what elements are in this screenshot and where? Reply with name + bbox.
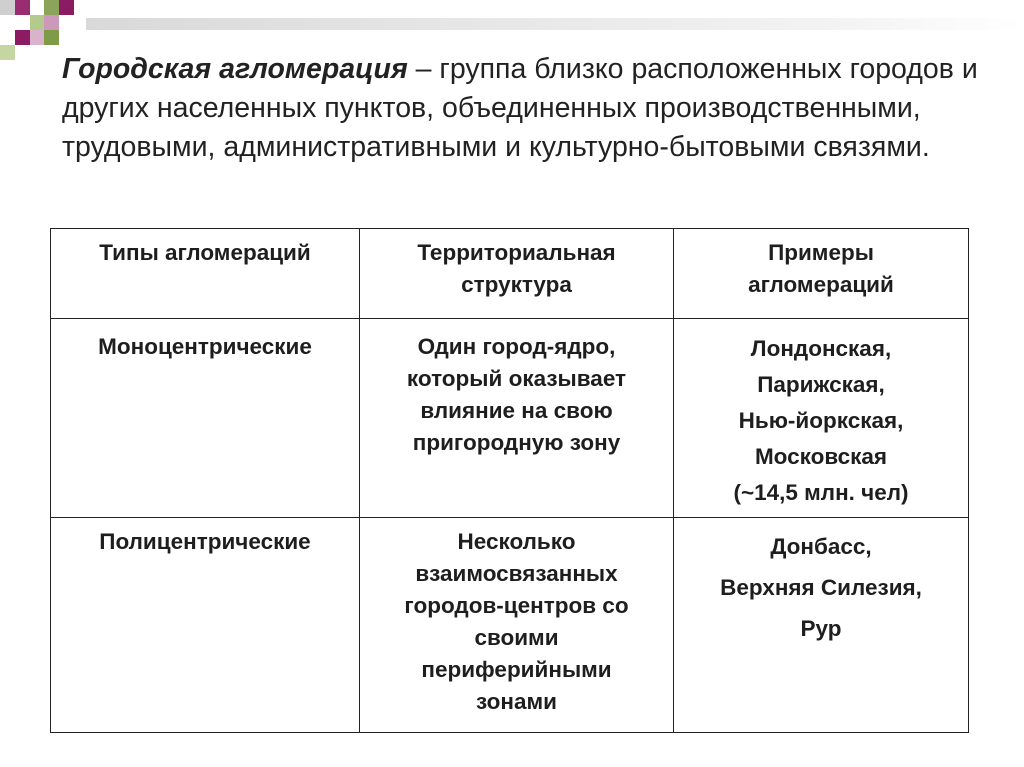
cell-structure [360, 518, 674, 733]
table-row [51, 518, 969, 733]
example-item: (~14,5 млн. чел) [733, 480, 909, 505]
deco-square-gray [0, 0, 15, 15]
example-item: Верхняя Силезия, [720, 575, 922, 600]
deco-square-light-purple [44, 15, 59, 30]
deco-square-light-green [0, 45, 15, 60]
header-examples-text: Примеры агломераций [748, 240, 894, 297]
example-item: Лондонская, [750, 336, 892, 361]
deco-gradient-bar [86, 18, 1024, 30]
structure-text: Один город-ядро, который оказывает влияние на свою пригородную зону [406, 334, 627, 455]
example-item: Парижская, [757, 372, 885, 397]
example-item: Рур [800, 616, 842, 641]
definition-term: Городская агломерация [62, 53, 408, 85]
example-item: Нью-йоркская, [738, 408, 904, 433]
cell-structure [360, 319, 674, 518]
deco-square-green [44, 0, 59, 15]
deco-square-purple [59, 0, 74, 15]
cell-examples [674, 319, 969, 518]
cell-examples [674, 518, 969, 733]
structure-text: Несколько взаимосвязанных городов-центров со своими периферийными зонами [404, 529, 629, 714]
header-cell-types: Типы агломераций [51, 229, 360, 319]
example-item: Донбасс, [770, 534, 872, 559]
deco-square-green [44, 30, 59, 45]
deco-square-light-purple [30, 30, 45, 45]
definition-paragraph [62, 50, 982, 167]
deco-square-light-green [30, 15, 45, 30]
table-row [51, 319, 969, 518]
deco-square-purple [15, 0, 30, 15]
cell-type: Моноцентрические [51, 319, 360, 518]
definition-text: – группа близко расположенных городов и других населенных пунктов, объединенных производственными, трудовыми, административными и культурно-бытовыми связями. [62, 53, 978, 163]
header-cell-structure [360, 229, 674, 319]
table-header-row [51, 229, 969, 319]
header-structure-text: Территориальная структура [417, 240, 616, 297]
agglomeration-table [50, 228, 969, 733]
deco-square-purple [15, 30, 30, 45]
header-cell-examples [674, 229, 969, 319]
cell-type: Полицентрические [51, 518, 360, 733]
example-item: Московская [754, 444, 888, 469]
